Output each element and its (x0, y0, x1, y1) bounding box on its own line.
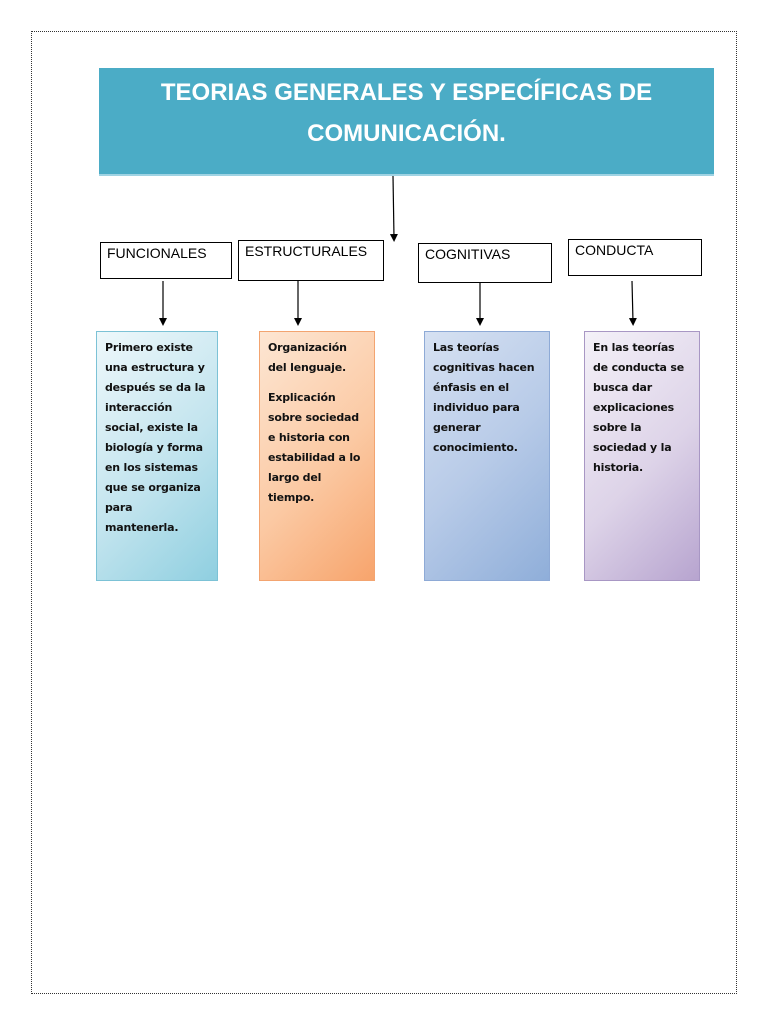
category-cognitivas-label: COGNITIVAS (425, 246, 511, 262)
card-estructurales-text-1: Organización del lenguaje. (268, 341, 347, 374)
card-cognitivas-text: Las teorías cognitivas hacen énfasis en el individuo para generar conocimiento. (433, 341, 535, 454)
category-estructurales (238, 240, 384, 281)
card-conducta-text: En las teorías de conducta se busca dar explicaciones sobre la sociedad y la historia. (593, 341, 685, 474)
description-card-cognitivas (424, 331, 550, 581)
description-card-funcionales (96, 331, 218, 581)
description-card-conducta (584, 331, 700, 581)
arrow-conducta (632, 281, 633, 322)
category-estructurales-label: ESTRUCTURALES (245, 243, 368, 259)
card-funcionales-text: Primero existe una estructura y después se da la interacción social, existe la biología y forma en los sistemas que se organiza para mantenerla. (105, 341, 206, 534)
description-card-estructurales (259, 331, 375, 581)
title-line-2: COMUNICACIÓN. (307, 120, 506, 147)
category-funcionales (100, 242, 232, 279)
category-cognitivas (418, 243, 552, 283)
title-line-1: TEORIAS GENERALES Y ESPECÍFICAS DE (160, 79, 653, 106)
category-funcionales-label: FUNCIONALES (107, 245, 207, 261)
arrow-title-to-categories (393, 176, 394, 238)
category-conducta-label: CONDUCTA (575, 242, 654, 258)
category-conducta (568, 239, 702, 276)
card-estructurales-text-2: Explicación sobre sociedad e historia con estabilidad a lo largo del tiempo. (268, 391, 361, 504)
